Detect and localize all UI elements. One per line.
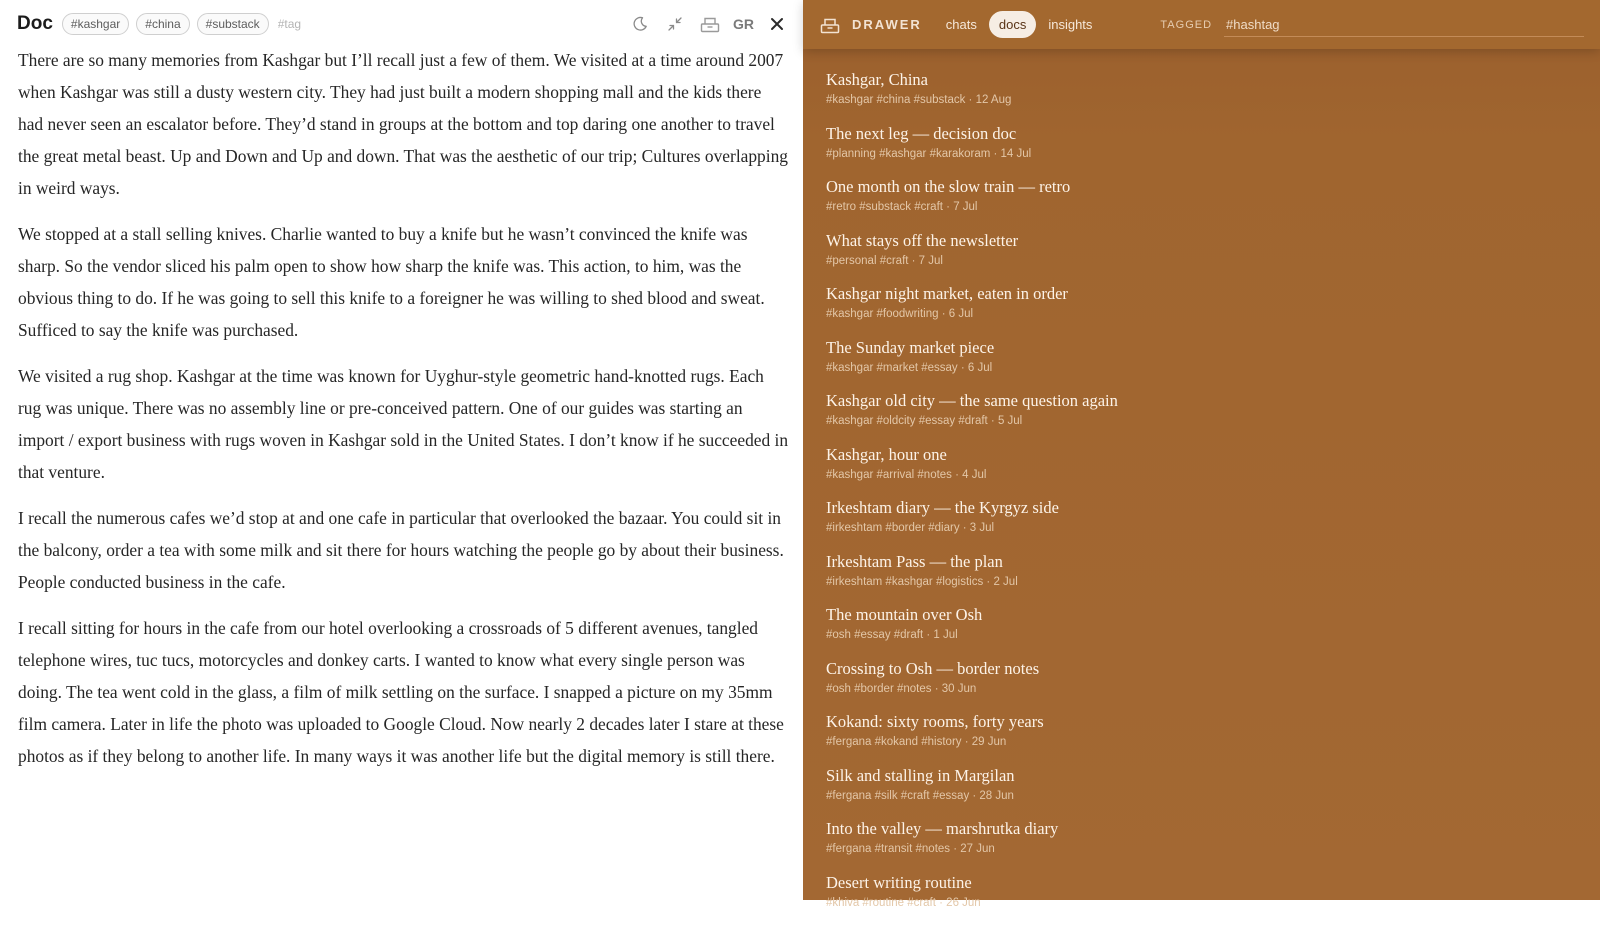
list-item-meta: #kashgar #arrival #notes · 4 Jul — [826, 467, 1576, 483]
language-toggle[interactable]: GR — [733, 12, 754, 36]
add-tag-input[interactable] — [276, 17, 396, 31]
list-item[interactable] — [826, 873, 1576, 926]
drawer-panel — [803, 0, 1600, 900]
list-item[interactable] — [826, 766, 1576, 820]
paragraph: We stopped at a stall selling knives. Charlie wanted to buy a knife but he wasn’t convinced the knife was sharp. So the vendor sliced his palm open to show how sharp the knife was. This action, to him, was the obvious thing to do. If he was going to sell this knife to a foreigner he was willing to shed blood and sweat. Sufficed to say the knife was purchased. — [18, 218, 790, 346]
list-item-title: Kashgar night market, eaten in order — [826, 284, 1576, 304]
list-item-meta: #personal #craft · 7 Jul — [826, 253, 1576, 269]
document-body[interactable] — [18, 44, 790, 786]
document-title: Doc — [17, 13, 53, 35]
list-item-meta: #planning #kashgar #karakoram · 14 Jul — [826, 146, 1576, 162]
moon-icon[interactable] — [628, 12, 652, 36]
list-item-meta: #fergana #kokand #history · 29 Jun — [826, 734, 1576, 750]
tab-chats[interactable]: chats — [936, 11, 987, 38]
list-item[interactable] — [826, 498, 1576, 552]
list-item[interactable] — [826, 552, 1576, 606]
list-item-title: Silk and stalling in Margilan — [826, 766, 1576, 786]
list-item-title: The Sunday market piece — [826, 338, 1576, 358]
list-item-meta: #kashgar #foodwriting · 6 Jul — [826, 306, 1576, 322]
list-item-meta: #irkeshtam #border #diary · 3 Jul — [826, 520, 1576, 536]
list-item-title: Into the valley — marshrutka diary — [826, 819, 1576, 839]
close-icon[interactable] — [765, 12, 789, 36]
drawer-icon[interactable] — [698, 12, 722, 36]
drawer-title: DRAWER — [852, 17, 922, 32]
list-item-title: The mountain over Osh — [826, 605, 1576, 625]
collapse-icon[interactable] — [663, 12, 687, 36]
list-item-title: Irkeshtam Pass — the plan — [826, 552, 1576, 572]
docs-list — [826, 70, 1576, 926]
list-item-meta: #kashgar #oldcity #essay #draft · 5 Jul — [826, 413, 1576, 429]
list-item[interactable] — [826, 231, 1576, 285]
list-item[interactable] — [826, 177, 1576, 231]
list-item-meta: #fergana #silk #craft #essay · 28 Jun — [826, 788, 1576, 804]
list-item-title: Kashgar, hour one — [826, 445, 1576, 465]
tag-chip-kashgar[interactable]: #kashgar — [62, 13, 129, 35]
list-item[interactable] — [826, 445, 1576, 499]
list-item-title: The next leg — decision doc — [826, 124, 1576, 144]
list-item[interactable] — [826, 70, 1576, 124]
hashtag-filter-input[interactable] — [1224, 13, 1584, 37]
list-item-title: One month on the slow train — retro — [826, 177, 1576, 197]
list-item[interactable] — [826, 124, 1576, 178]
list-item-title: Desert writing routine — [826, 873, 1576, 893]
document-header — [0, 0, 803, 48]
list-item[interactable] — [826, 338, 1576, 392]
tab-docs[interactable]: docs — [989, 11, 1036, 38]
list-item-meta: #khiva #routine #craft · 26 Jun — [826, 895, 1576, 911]
list-item[interactable] — [826, 659, 1576, 713]
drawer-icon — [820, 14, 842, 36]
tag-chip-china[interactable]: #china — [136, 13, 189, 35]
list-item-meta: #fergana #transit #notes · 27 Jun — [826, 841, 1576, 857]
list-item[interactable] — [826, 391, 1576, 445]
document-toolbar — [617, 0, 789, 48]
list-item-title: Crossing to Osh — border notes — [826, 659, 1576, 679]
list-item-meta: #retro #substack #craft · 7 Jul — [826, 199, 1576, 215]
list-item-title: Kashgar, China — [826, 70, 1576, 90]
paragraph: We visited a rug shop. Kashgar at the time was known for Uyghur-style geometric hand-knotted rugs. Each rug was unique. There was no assembly line or pre-conceived pattern. One of our guides was starting an import / export business with rugs woven in Kashgar sold in the United States. I don’t know if he succeeded in that venture. — [18, 360, 790, 488]
list-item[interactable] — [826, 712, 1576, 766]
drawer-header — [803, 0, 1600, 49]
paragraph: There are so many memories from Kashgar but I’ll recall just a few of them. We visited at a time around 2007 when Kashgar was still a dusty western city. They had just built a modern shopping mall and the kids there had never seen an escalator before. They’d stand in groups at the bottom and top daring one another to travel the great metal beast. Up and Down and Up and down. That was the aesthetic of our trip; Cultures overlapping in weird ways. — [18, 44, 790, 204]
tagged-label: TAGGED — [1160, 19, 1212, 31]
list-item-meta: #osh #border #notes · 30 Jun — [826, 681, 1576, 697]
list-item[interactable] — [826, 819, 1576, 873]
list-item-title: What stays off the newsletter — [826, 231, 1576, 251]
tag-chip-substack[interactable]: #substack — [197, 13, 269, 35]
document-pane — [0, 0, 803, 900]
list-item-meta: #osh #essay #draft · 1 Jul — [826, 627, 1576, 643]
list-item-meta: #kashgar #china #substack · 12 Aug — [826, 92, 1576, 108]
tab-insights[interactable]: insights — [1038, 11, 1102, 38]
list-item[interactable] — [826, 284, 1576, 338]
list-item[interactable] — [826, 605, 1576, 659]
list-item-meta: #kashgar #market #essay · 6 Jul — [826, 360, 1576, 376]
list-item-title: Kashgar old city — the same question again — [826, 391, 1576, 411]
list-item-title: Irkeshtam diary — the Kyrgyz side — [826, 498, 1576, 518]
paragraph: I recall the numerous cafes we’d stop at and one cafe in particular that overlooked the bazaar. You could sit in the balcony, order a tea with some milk and sit there for hours watching the people go by about their business. People conducted business in the cafe. — [18, 502, 790, 598]
paragraph: I recall sitting for hours in the cafe from our hotel overlooking a crossroads of 5 different avenues, tangled telephone wires, tuc tucs, motorcycles and donkey carts. I wanted to know what every single person was doing. The tea went cold in the glass, a film of milk settling on the surface. I snapped a picture on my 35mm film camera. Later in life the photo was uploaded to Google Cloud. Now nearly 2 decades later I stare at these photos as if they belong to another life. In many ways it was another life but the digital memory is still there. — [18, 612, 790, 772]
list-item-meta: #irkeshtam #kashgar #logistics · 2 Jul — [826, 574, 1576, 590]
list-item-title: Kokand: sixty rooms, forty years — [826, 712, 1576, 732]
